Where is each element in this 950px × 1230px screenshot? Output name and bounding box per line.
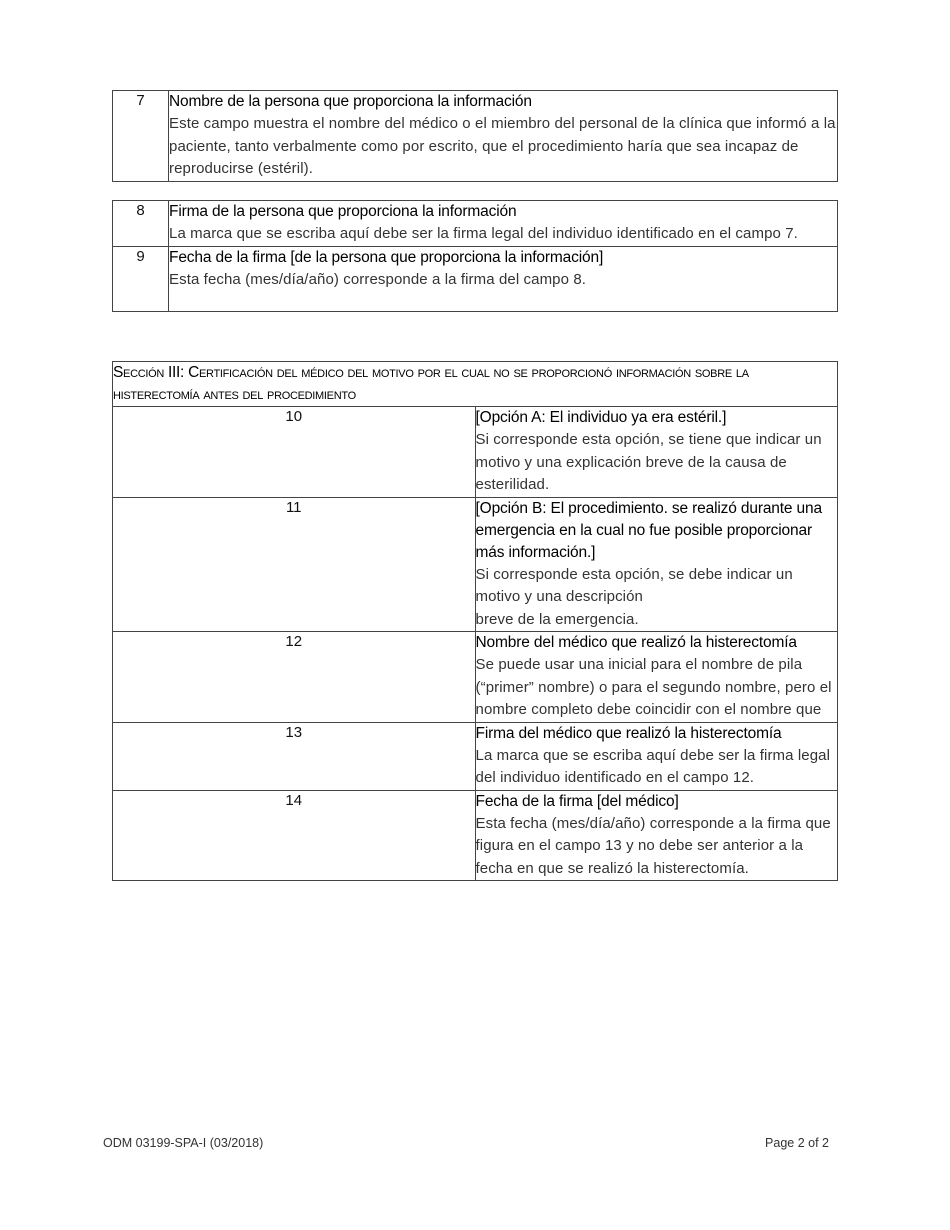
field-description-line: Si corresponde esta opción, se debe indicar un motivo y una descripción (475, 565, 793, 605)
table-row (113, 246, 838, 311)
field-table-8-9 (112, 200, 838, 312)
field-title: Nombre del médico que realizó la histerectomía (475, 634, 797, 651)
field-number: 14 (113, 790, 476, 881)
table-row (113, 722, 838, 790)
table-row (113, 91, 838, 182)
field-title: Fecha de la firma [de la persona que proporciona la información] (169, 248, 604, 266)
field-title: Nombre de la persona que proporciona la información (169, 93, 532, 110)
field-cell (475, 632, 838, 723)
field-cell (475, 722, 838, 790)
form-id: ODM 03199-SPA-I (03/2018) (103, 1136, 264, 1150)
field-description: La marca que se escriba aquí debe ser la firma legal del individuo identificado en el campo 7. (169, 225, 798, 242)
field-number: 10 (113, 407, 476, 498)
table-row (113, 632, 838, 723)
section-heading-text: Certificación del médico del motivo por el cual no se proporcionó información sobre la histerectomía antes del procedimiento (113, 364, 749, 403)
field-description: La marca que se escriba aquí debe ser la firma legal del individuo identificado en el campo 12. (475, 746, 831, 786)
field-title: [Opción B: El procedimiento. se realizó durante una emergencia en la cual no fue posible proporcionar más información.] (475, 499, 822, 561)
field-number: 13 (113, 722, 476, 790)
field-cell (169, 91, 838, 182)
field-description-line: breve de la emergencia. (475, 610, 639, 628)
field-title: [Opción A: El individuo ya era estéril.] (475, 409, 727, 426)
table-row (113, 407, 838, 498)
field-number: 8 (113, 201, 169, 247)
field-description: Si corresponde esta opción, se tiene que indicar un motivo y una explicación breve de la causa de esterilidad. (475, 431, 822, 493)
field-table-7 (112, 90, 838, 182)
field-cell (475, 790, 838, 881)
field-number: 9 (113, 246, 169, 311)
section-heading-row (113, 362, 838, 407)
field-description: Se puede usar una inicial para el nombre de pila (“primer” nombre) o para el segundo nombre, pero el nombre completo debe coincidir con el nombre que (475, 656, 832, 718)
section-3-table (112, 361, 838, 881)
field-description: Este campo muestra el nombre del médico o el miembro del personal de la clínica que informó a la paciente, tanto verbalmente como por escrito, que el procedimiento haría que sea incapaz de reproducirse (estéril). (169, 115, 836, 177)
table-row (113, 497, 838, 632)
field-number: 7 (113, 91, 169, 182)
table-row (113, 790, 838, 881)
field-description: Esta fecha (mes/día/año) corresponde a la firma del campo 8. (169, 270, 587, 288)
field-number: 12 (113, 632, 476, 723)
section-heading (113, 362, 838, 407)
field-cell (475, 407, 838, 498)
field-number: 11 (113, 497, 476, 632)
field-title: Fecha de la firma [del médico] (475, 792, 679, 810)
field-cell (169, 201, 838, 247)
field-cell (475, 497, 838, 632)
field-description: Esta fecha (mes/día/año) corresponde a la firma que figura en el campo 13 y no debe ser anterior a la fecha en que se realizó la histerectomía. (475, 814, 831, 877)
field-cell (169, 246, 838, 311)
table-row (113, 201, 838, 247)
field-title: Firma del médico que realizó la histerectomía (475, 724, 782, 742)
field-title: Firma de la persona que proporciona la información (169, 203, 517, 220)
page-number: Page 2 of 2 (765, 1136, 829, 1150)
section-heading-prefix: Sección III: (113, 364, 189, 381)
